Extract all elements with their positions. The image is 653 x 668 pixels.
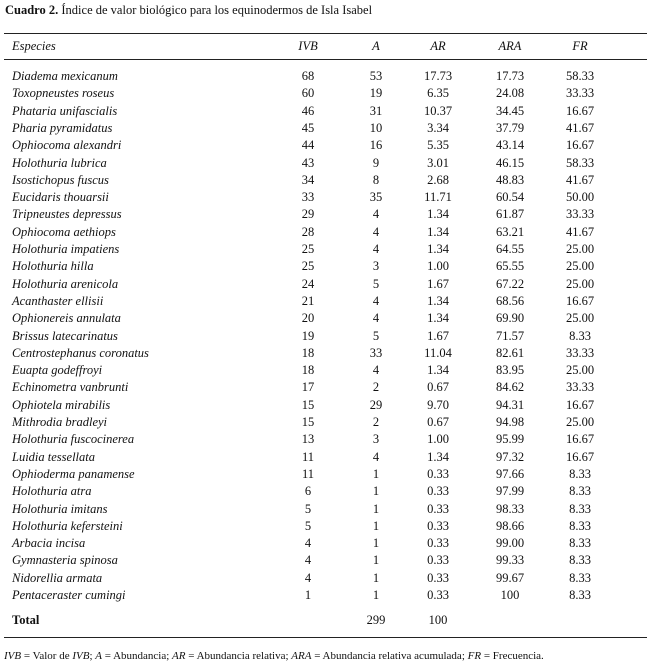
cell-ara: 83.95 [495,363,525,378]
cell-ara: 17.73 [495,69,525,83]
cell-ar: 1.34 [427,224,449,239]
header-fr: FR [572,39,588,53]
cell-fr: 25.00 [565,242,595,256]
cell-fr: 8.33 [569,518,591,533]
cell-ivb: 19 [301,328,315,343]
cell-ivb: 20 [301,311,315,326]
cell-a: 53 [369,69,383,83]
table-row [0,483,653,500]
table-row [0,85,653,102]
table-row [0,362,653,379]
header-ar: AR [430,39,446,53]
cell-ar: 0.67 [427,415,449,429]
table-row [0,189,653,206]
cell-species: Holothuria atra [12,484,92,499]
cell-species: Nidorellia armata [12,570,103,585]
cell-fr: 8.33 [569,588,591,602]
cell-species: Acanthaster ellisii [12,293,104,308]
cell-species: Echinometra vanbrunti [12,380,129,395]
footnote-abbr: A [95,650,102,662]
cell-ivb: 33 [301,190,315,205]
cell-ivb: 25 [301,259,315,274]
cell-ara: 100 [500,588,520,602]
cell-ar: 1.34 [427,242,449,256]
table-row [0,345,653,362]
cell-a: 31 [369,103,383,118]
cell-ar: 1.67 [427,276,449,291]
cell-species: Holothuria arenicola [12,276,119,291]
cell-ara: 97.66 [495,466,525,481]
caption-label: Cuadro 2. [5,3,59,17]
cell-ivb: 6 [304,484,312,499]
cell-ara: 95.99 [495,432,525,447]
cell-a: 1 [372,553,380,568]
cell-ar: 17.73 [423,69,453,83]
cell-ara: 60.54 [495,190,525,205]
cell-fr: 25.00 [565,415,595,429]
cell-ivb: 24 [301,276,315,291]
footnote-abbr: AR [172,650,186,662]
cell-ara: 98.33 [495,501,525,516]
table-row [0,379,653,396]
cell-ar: 1.34 [427,207,449,222]
cell-a: 4 [372,449,380,464]
cell-ar: 0.33 [427,484,449,499]
cell-fr: 16.67 [565,293,595,308]
cell-ara: 69.90 [495,311,525,326]
total-ar: 100 [428,613,448,627]
table-row [0,431,653,448]
cell-ar: 9.70 [427,397,449,412]
table-row [0,466,653,483]
cell-a: 4 [372,242,380,256]
cell-ar: 10.37 [423,103,453,118]
footnote-abbr: IVB [4,650,22,662]
cell-species: Gymnasteria spinosa [12,553,118,568]
cell-fr: 25.00 [565,363,595,378]
cell-fr: 41.67 [565,120,595,135]
cell-ivb: 13 [301,432,315,447]
cell-species: Isostichopus fuscus [12,172,109,187]
table-row [0,501,653,518]
cell-ara: 24.08 [495,86,525,101]
table-row [0,276,653,293]
cell-ara: 99.00 [495,536,525,551]
cell-ara: 84.62 [495,380,525,395]
cell-ar: 0.33 [427,466,449,481]
footnote-abbr: IVB [72,650,90,662]
cell-a: 9 [372,155,380,170]
cell-ivb: 46 [301,103,315,118]
cell-a: 2 [372,380,380,395]
cell-a: 29 [369,397,383,412]
cell-fr: 8.33 [569,570,591,585]
cell-fr: 41.67 [565,172,595,187]
cell-fr: 58.33 [565,155,595,170]
cell-a: 1 [372,536,380,551]
cell-ara: 99.33 [495,553,525,568]
cell-ivb: 18 [301,363,315,378]
cell-ara: 99.67 [495,570,525,585]
footnote [4,650,544,662]
footnote-text: = Abundancia relativa; [185,650,292,662]
cell-fr: 41.67 [565,224,595,239]
cell-ivb: 25 [301,242,315,256]
table-row [0,310,653,327]
cell-fr: 8.33 [569,501,591,516]
cell-ivb: 45 [301,120,315,135]
cell-ivb: 4 [304,570,312,585]
cell-ivb: 5 [304,501,312,516]
cell-a: 1 [372,484,380,499]
cell-fr: 8.33 [569,328,591,343]
cell-ara: 63.21 [495,224,525,239]
footnote-text: = Valor de [21,650,73,662]
cell-ar: 1.34 [427,293,449,308]
cell-ara: 48.83 [495,172,525,187]
cell-fr: 16.67 [565,397,595,412]
cell-ivb: 17 [301,380,315,395]
cell-species: Ophioderma panamense [12,466,135,481]
cell-fr: 16.67 [565,432,595,447]
cell-ara: 37.79 [495,120,525,135]
cell-ivb: 18 [301,345,315,360]
cell-ivb: 15 [301,415,315,429]
cell-fr: 16.67 [565,103,595,118]
cell-ar: 0.33 [427,553,449,568]
cell-ar: 3.34 [427,120,449,135]
footnote-text: = Frecuencia. [481,650,544,662]
cell-ara: 61.87 [495,207,525,222]
table-row [0,155,653,172]
cell-species: Ophiocoma aethiops [12,224,116,239]
footnote-text: = Abundancia; [101,650,173,662]
table-row [0,328,653,345]
cell-fr: 58.33 [565,69,595,83]
table-row [0,449,653,466]
cell-ivb: 28 [301,224,315,239]
table-row [0,397,653,414]
cell-a: 8 [372,172,380,187]
cell-species: Holothuria lubrica [12,155,107,170]
cell-species: Arbacia incisa [12,536,86,551]
table-row [0,570,653,587]
cell-a: 10 [369,120,383,135]
cell-species: Brissus latecarinatus [12,328,118,343]
cell-ivb: 60 [301,86,315,101]
table-row [0,258,653,275]
cell-ar: 0.33 [427,588,449,602]
table-caption [5,3,372,18]
header-ara: ARA [498,39,522,53]
total-label: Total [12,613,40,627]
cell-a: 4 [372,293,380,308]
cell-ivb: 1 [304,588,312,602]
cell-fr: 50.00 [565,190,595,205]
cell-ar: 1.34 [427,311,449,326]
bottom-rule [4,637,647,638]
cell-ara: 46.15 [495,155,525,170]
cell-ara: 94.31 [495,397,525,412]
cell-ara: 97.99 [495,484,525,499]
cell-a: 1 [372,518,380,533]
caption-text: Índice de valor biológico para los equinodermos de Isla Isabel [58,3,373,17]
cell-ara: 65.55 [495,259,525,274]
cell-species: Tripneustes depressus [12,207,122,222]
cell-fr: 25.00 [565,259,595,274]
table-row [0,68,653,85]
cell-ar: 0.33 [427,501,449,516]
footnote-text: = Abundancia relativa acumulada; [311,650,468,662]
cell-fr: 8.33 [569,466,591,481]
cell-ar: 1.00 [427,259,449,274]
cell-ar: 1.34 [427,363,449,378]
cell-species: Mithrodia bradleyi [12,415,108,429]
cell-species: Diadema mexicanum [12,69,118,83]
table-row [0,224,653,241]
top-rule [4,33,647,34]
footnote-abbr: ARA [291,650,312,662]
footnote-text: ; [89,650,96,662]
table-row [0,587,653,604]
header-rule [4,59,647,60]
cell-ivb: 5 [304,518,312,533]
cell-a: 1 [372,466,380,481]
table-row [0,518,653,535]
table-row [0,206,653,223]
cell-fr: 33.33 [565,345,595,360]
cell-ivb: 29 [301,207,315,222]
cell-fr: 16.67 [565,138,595,153]
cell-a: 1 [372,588,380,602]
cell-fr: 8.33 [569,553,591,568]
cell-ivb: 11 [301,466,315,481]
table-row [0,293,653,310]
cell-a: 3 [372,432,380,447]
cell-a: 3 [372,259,380,274]
cell-fr: 25.00 [565,311,595,326]
table-row [0,535,653,552]
cell-ivb: 11 [301,449,315,464]
cell-species: Luidia tessellata [12,449,95,464]
cell-ara: 64.55 [495,242,525,256]
cell-species: Holothuria imitans [12,501,108,516]
cell-a: 4 [372,311,380,326]
cell-ar: 0.33 [427,570,449,585]
cell-a: 4 [372,224,380,239]
cell-a: 1 [372,501,380,516]
table-row [0,172,653,189]
table-row [0,103,653,120]
cell-ara: 94.98 [495,415,525,429]
header-species: Especies [12,39,56,53]
cell-ar: 0.33 [427,536,449,551]
cell-species: Toxopneustes roseus [12,86,115,101]
cell-ar: 6.35 [427,86,449,101]
cell-a: 5 [372,328,380,343]
cell-fr: 8.33 [569,484,591,499]
cell-a: 1 [372,570,380,585]
table-row [0,241,653,258]
cell-a: 5 [372,276,380,291]
header-ivb: IVB [298,39,318,53]
cell-ara: 43.14 [495,138,525,153]
cell-ar: 2.68 [427,172,449,187]
cell-species: Holothuria kefersteini [12,518,123,533]
cell-species: Eucidaris thouarsii [12,190,109,205]
table-row [0,120,653,137]
cell-a: 19 [369,86,383,101]
cell-fr: 33.33 [565,207,595,222]
cell-ivb: 15 [301,397,315,412]
cell-fr: 8.33 [569,536,591,551]
cell-ivb: 21 [301,293,315,308]
cell-ar: 1.67 [427,328,449,343]
header-a: A [372,39,380,53]
total-a: 299 [366,613,386,627]
cell-ivb: 4 [304,553,312,568]
footnote-abbr: FR [467,650,482,662]
cell-fr: 33.33 [565,380,595,395]
cell-ar: 1.34 [427,449,449,464]
cell-a: 4 [372,207,380,222]
cell-ar: 1.00 [427,432,449,447]
cell-ivb: 43 [301,155,315,170]
cell-a: 35 [369,190,383,205]
total-row [0,612,653,629]
cell-a: 16 [369,138,383,153]
cell-ara: 68.56 [495,293,525,308]
cell-species: Phataria unifascialis [12,103,118,118]
cell-fr: 33.33 [565,86,595,101]
cell-ar: 0.33 [427,518,449,533]
cell-ara: 98.66 [495,518,525,533]
cell-ar: 11.71 [424,190,452,205]
cell-species: Holothuria hilla [12,259,94,274]
cell-species: Ophiocoma alexandri [12,138,122,153]
cell-species: Pentaceraster cumingi [12,588,126,602]
cell-fr: 16.67 [565,449,595,464]
cell-ara: 82.61 [495,345,525,360]
table-header [0,38,653,55]
table-row [0,414,653,431]
cell-ar: 5.35 [427,138,449,153]
cell-ivb: 4 [304,536,312,551]
table-row [0,137,653,154]
cell-ar: 11.04 [424,345,452,360]
cell-species: Ophionereis annulata [12,311,121,326]
cell-ara: 34.45 [495,103,525,118]
cell-ivb: 68 [301,69,315,83]
cell-ara: 97.32 [495,449,525,464]
cell-a: 33 [369,345,383,360]
cell-species: Ophiotela mirabilis [12,397,111,412]
cell-ar: 3.01 [427,155,449,170]
table-row [0,552,653,569]
cell-species: Euapta godeffroyi [12,363,103,378]
cell-fr: 25.00 [565,276,595,291]
cell-a: 4 [372,363,380,378]
cell-species: Holothuria impatiens [12,242,120,256]
cell-species: Centrostephanus coronatus [12,345,149,360]
cell-ivb: 44 [301,138,315,153]
cell-a: 2 [372,415,380,429]
cell-species: Pharia pyramidatus [12,120,113,135]
cell-species: Holothuria fuscocinerea [12,432,135,447]
cell-ara: 67.22 [495,276,525,291]
cell-ar: 0.67 [427,380,449,395]
cell-ivb: 34 [301,172,315,187]
cell-ara: 71.57 [495,328,525,343]
